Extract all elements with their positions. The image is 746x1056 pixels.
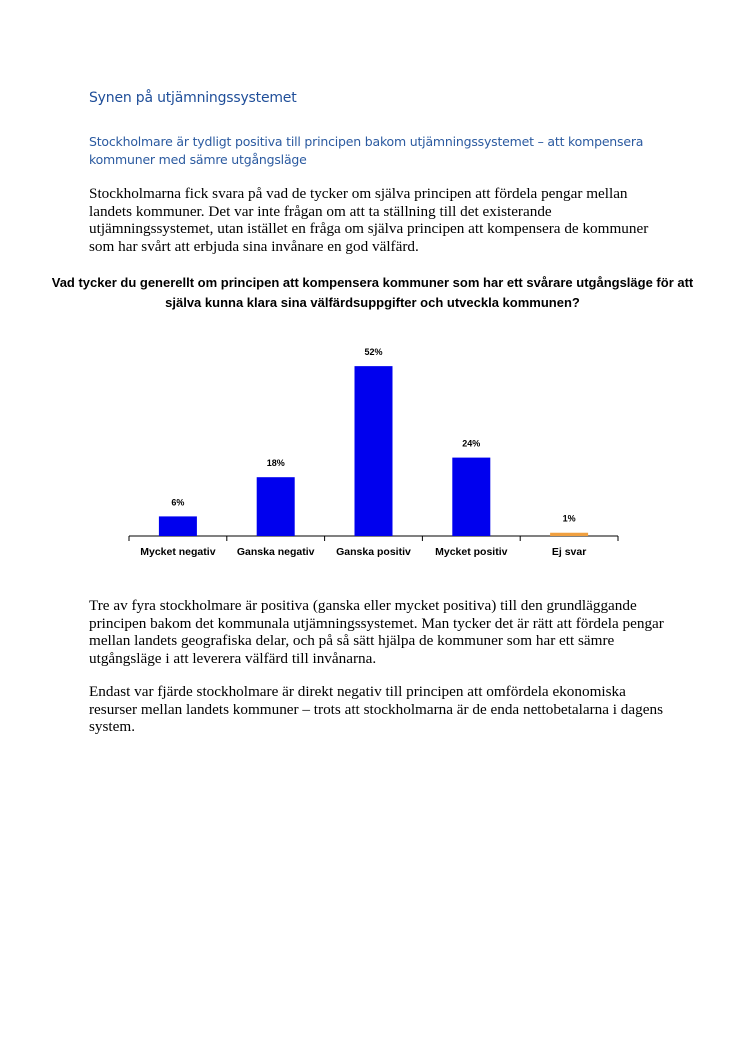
category-label-2: Ganska positiv <box>336 546 411 558</box>
data-label-2: 52% <box>364 347 383 358</box>
paragraph-intro: Stockholmarna fick svara på vad de tycker om själva principen att fördela pengar mellan landets kommuner. Det var inte frågan om att ta ställning till det existerande utjämningssystemet, utan istället en fråga om själva principen att kompensera de kommuner som har svårt att erbjuda sina invånare en god välfärd. <box>89 185 649 255</box>
data-label-3: 24% <box>462 438 481 449</box>
data-label-0: 6% <box>171 497 185 508</box>
chart-title: Vad tycker du generellt om principen att kompensera kommuner som har ett svårare utgångsläge för att själva kunna klara sina välfärdsuppgifter och utveckla kommunen? <box>51 275 694 310</box>
bar-3 <box>452 458 490 536</box>
data-label-4: 1% <box>562 513 576 524</box>
category-label-3: Mycket positiv <box>435 546 508 558</box>
category-label-1: Ganska negativ <box>236 546 315 558</box>
section-heading: Synen på utjämningssystemet <box>89 90 297 106</box>
section-subheading: Stockholmare är tydligt positiva till principen bakom utjämningssystemet – att kompensera kommuner med sämre utgångsläge <box>89 134 644 167</box>
paragraph-conclusion: Endast var fjärde stockholmare är direkt negativ till principen att omfördela ekonomiska resurser mellan landets kommuner – trots att stockholmarna är de enda nettobetalarna i dagens system. <box>89 683 663 735</box>
bar-chart <box>0 330 746 630</box>
bar-1 <box>257 477 295 536</box>
category-label-0: Mycket negativ <box>140 546 216 558</box>
bar-0 <box>159 516 197 536</box>
bar-2 <box>355 366 393 536</box>
bar-4 <box>550 533 588 536</box>
paragraph-analysis: Tre av fyra stockholmare är positiva (ganska eller mycket positiva) till den grundläggande principen bakom det kommunala utjämningssystemet. Man tycker det är rätt att fördela pengar mellan landets geografiska delar, och på så sätt hjälpa de kommuner som har ett sämre utgångsläge i att leverera välfärd till invånarna. <box>89 597 664 667</box>
category-label-4: Ej svar <box>551 546 587 558</box>
data-label-1: 18% <box>266 458 285 469</box>
